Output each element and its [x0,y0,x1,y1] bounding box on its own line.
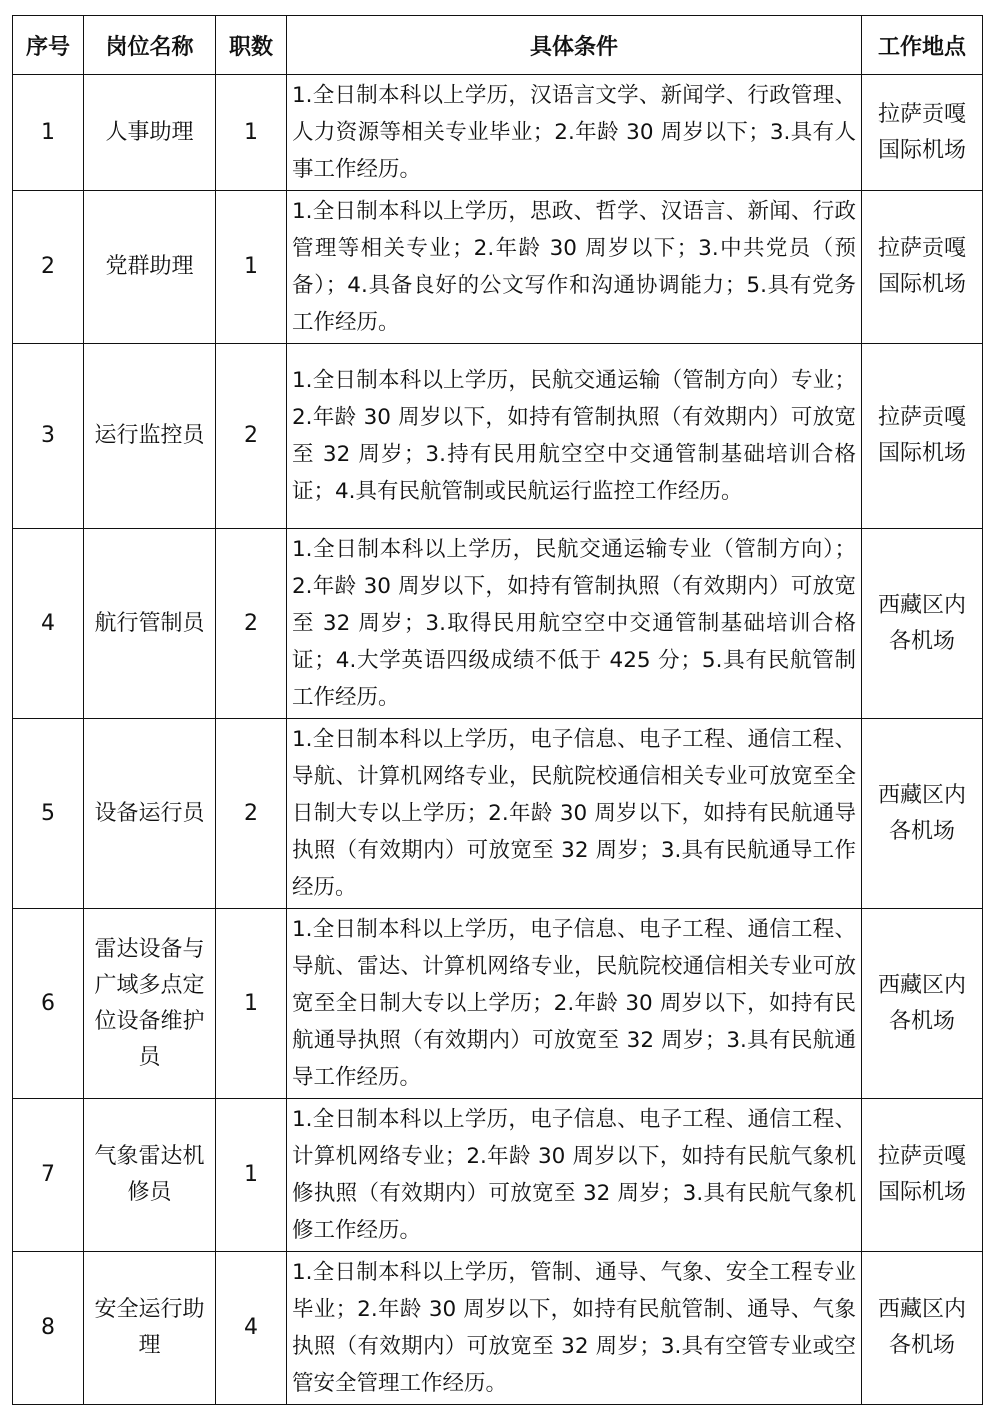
row-requirements: 1.全日制本科以上学历，电子信息、电子工程、通信工程、计算机网络专业；2.年龄 30 周岁以下，如持有民航气象机修执照（有效期内）可放宽至 32 周岁；3.具有民航气象机修工作经历。 [287,1099,862,1252]
row-location: 拉萨贡嘎国际机场 [862,1099,983,1252]
row-position: 党群助理 [84,191,216,344]
table-row [13,344,983,529]
row-index: 4 [13,529,84,719]
row-position: 气象雷达机修员 [84,1099,216,1252]
header-requirements: 具体条件 [287,16,862,75]
row-position: 运行监控员 [84,344,216,529]
row-requirements: 1.全日制本科以上学历，民航交通运输专业（管制方向）；2.年龄 30 周岁以下，如持有管制执照（有效期内）可放宽至 32 周岁；3.取得民用航空空中交通管制基础培训合格证；4.大学英语四级成绩不低于 425 分；5.具有民航管制工作经历。 [287,529,862,719]
row-index: 1 [13,75,84,191]
row-location: 西藏区内各机场 [862,909,983,1099]
row-position: 航行管制员 [84,529,216,719]
row-count: 2 [216,529,287,719]
row-location: 拉萨贡嘎国际机场 [862,344,983,529]
header-count: 职数 [216,16,287,75]
row-count: 4 [216,1252,287,1405]
table-header-row [13,16,983,75]
row-index: 7 [13,1099,84,1252]
row-requirements: 1.全日制本科以上学历，汉语言文学、新闻学、行政管理、人力资源等相关专业毕业；2.年龄 30 周岁以下；3.具有人事工作经历。 [287,75,862,191]
row-location: 西藏区内各机场 [862,719,983,909]
row-count: 2 [216,719,287,909]
table-row [13,191,983,344]
row-requirements: 1.全日制本科以上学历，思政、哲学、汉语言、新闻、行政管理等相关专业；2.年龄 30 周岁以下；3.中共党员（预备）；4.具备良好的公文写作和沟通协调能力；5.具有党务工作经历。 [287,191,862,344]
row-count: 1 [216,191,287,344]
row-position: 设备运行员 [84,719,216,909]
row-requirements: 1.全日制本科以上学历，管制、通导、气象、安全工程专业毕业；2.年龄 30 周岁以下，如持有民航管制、通导、气象执照（有效期内）可放宽至 32 周岁；3.具有空管专业或空管安全管理工作经历。 [287,1252,862,1405]
row-position: 雷达设备与广域多点定位设备维护员 [84,909,216,1099]
row-index: 5 [13,719,84,909]
recruitment-table [12,15,983,1405]
table-row [13,75,983,191]
row-index: 2 [13,191,84,344]
row-requirements: 1.全日制本科以上学历，民航交通运输（管制方向）专业；2.年龄 30 周岁以下，如持有管制执照（有效期内）可放宽至 32 周岁；3.持有民用航空空中交通管制基础培训合格证；4.具有民航管制或民航运行监控工作经历。 [287,344,862,529]
row-index: 6 [13,909,84,1099]
row-requirements: 1.全日制本科以上学历，电子信息、电子工程、通信工程、导航、计算机网络专业，民航院校通信相关专业可放宽至全日制大专以上学历；2.年龄 30 周岁以下，如持有民航通导执照（有效期内）可放宽至 32 周岁；3.具有民航通导工作经历。 [287,719,862,909]
header-location: 工作地点 [862,16,983,75]
row-location: 拉萨贡嘎国际机场 [862,75,983,191]
header-index: 序号 [13,16,84,75]
header-position: 岗位名称 [84,16,216,75]
row-location: 拉萨贡嘎国际机场 [862,191,983,344]
table-row [13,1099,983,1252]
row-count: 1 [216,909,287,1099]
row-count: 1 [216,75,287,191]
row-count: 2 [216,344,287,529]
table-row [13,909,983,1099]
row-requirements: 1.全日制本科以上学历，电子信息、电子工程、通信工程、导航、雷达、计算机网络专业，民航院校通信相关专业可放宽至全日制大专以上学历；2.年龄 30 周岁以下，如持有民航通导执照（有效期内）可放宽至 32 周岁；3.具有民航通导工作经历。 [287,909,862,1099]
row-position: 安全运行助理 [84,1252,216,1405]
row-location: 西藏区内各机场 [862,1252,983,1405]
row-index: 3 [13,344,84,529]
table-row [13,1252,983,1405]
row-index: 8 [13,1252,84,1405]
table-row [13,719,983,909]
row-position: 人事助理 [84,75,216,191]
table-row [13,529,983,719]
row-count: 1 [216,1099,287,1252]
row-location: 西藏区内各机场 [862,529,983,719]
